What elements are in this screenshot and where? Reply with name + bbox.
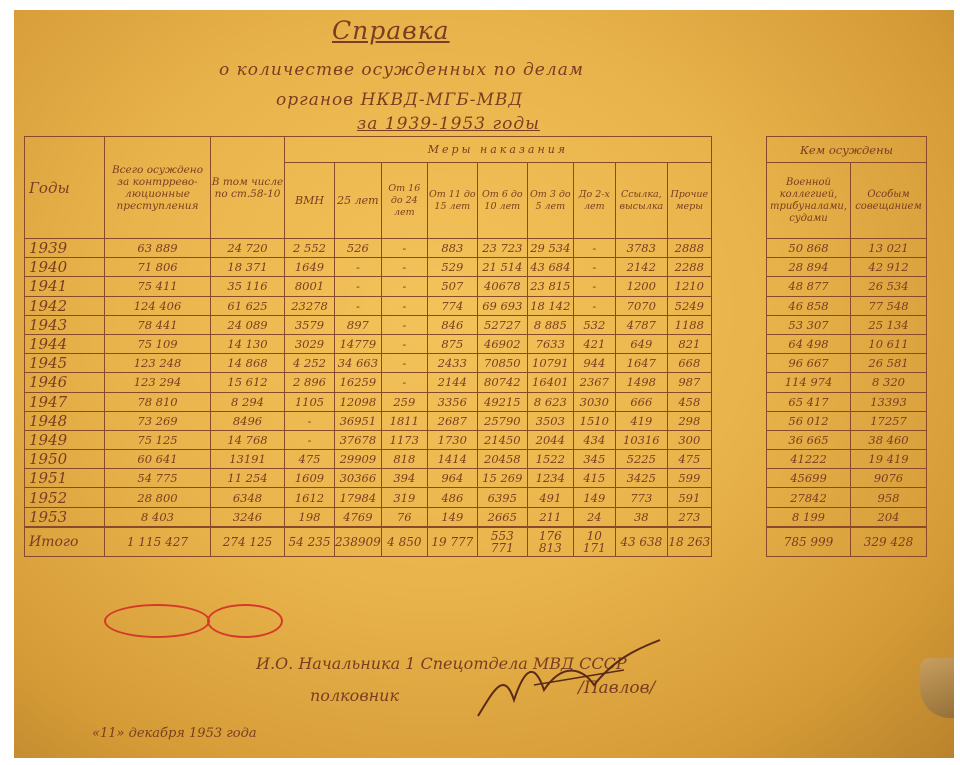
cell-other: 298 (667, 411, 711, 430)
header-measures: Меры наказания (285, 137, 712, 163)
by-whom-row (767, 258, 927, 277)
cell-upto2: 149 (573, 488, 615, 507)
document-photo (14, 10, 954, 758)
cell-upto2: 24 (573, 507, 615, 527)
cell-total: 123 294 (105, 373, 211, 392)
cell-incl: 14 868 (211, 354, 285, 373)
signature-name: /Павлов/ (578, 678, 656, 698)
cell-year: 1946 (25, 373, 105, 392)
cell-y6_10: 25790 (477, 411, 527, 430)
cell-y6_10: 46902 (477, 334, 527, 353)
cell-y25: 14779 (335, 334, 382, 353)
cell-exile: 10316 (615, 430, 667, 449)
cell-other: 2888 (667, 239, 711, 258)
cell-y6_10: 6395 (477, 488, 527, 507)
table-row (25, 507, 712, 527)
cell-upto2: - (573, 277, 615, 296)
cell-year: 1949 (25, 430, 105, 449)
cell-total: 78 441 (105, 315, 211, 334)
table-row (25, 392, 712, 411)
cell-incl: 18 371 (211, 258, 285, 277)
cell-exile: 38 (615, 507, 667, 527)
cell-exile: 3425 (615, 469, 667, 488)
cell-upto2: 345 (573, 450, 615, 469)
header-total: Всего осуждено за контррево- люционные преступления (105, 137, 211, 239)
cell-military: 56 012 (767, 411, 851, 430)
cell-incl: 13191 (211, 450, 285, 469)
cell-special: 10 611 (851, 334, 927, 353)
cell-upto2: 3030 (573, 392, 615, 411)
cell-y3_5: 23 815 (527, 277, 573, 296)
cell-upto2: 532 (573, 315, 615, 334)
cell-special: 26 534 (851, 277, 927, 296)
total-incl: 274 125 (211, 527, 285, 557)
cell-incl: 35 116 (211, 277, 285, 296)
cell-y11_15: 875 (427, 334, 477, 353)
cell-military: 45699 (767, 469, 851, 488)
header-military: Военной коллегией, трибуналами, судами (767, 163, 851, 239)
table-row (25, 258, 712, 277)
header-exile: Ссылка, высылка (615, 163, 667, 239)
cell-vmn: 2 896 (285, 373, 335, 392)
cell-exile: 3783 (615, 239, 667, 258)
cell-y16_24: 1173 (381, 430, 427, 449)
cell-y3_5: 8 885 (527, 315, 573, 334)
cell-other: 821 (667, 334, 711, 353)
document-subtitle-2: органов НКВД-МГБ-МВД (276, 90, 524, 110)
cell-y6_10: 52727 (477, 315, 527, 334)
cell-incl: 24 720 (211, 239, 285, 258)
cell-special: 204 (851, 507, 927, 527)
by-whom-row (767, 469, 927, 488)
cell-upto2: 944 (573, 354, 615, 373)
cell-military: 28 894 (767, 258, 851, 277)
cell-military: 114 974 (767, 373, 851, 392)
cell-y3_5: 7633 (527, 334, 573, 353)
cell-year: 1940 (25, 258, 105, 277)
cell-year: 1951 (25, 469, 105, 488)
cell-vmn: 1105 (285, 392, 335, 411)
header-3-5: От 3 до 5 лет (527, 163, 573, 239)
header-11-15: От 11 до 15 лет (427, 163, 477, 239)
cell-incl: 14 130 (211, 334, 285, 353)
cell-year: 1941 (25, 277, 105, 296)
cell-y3_5: 16401 (527, 373, 573, 392)
cell-y16_24: - (381, 373, 427, 392)
cell-y11_15: 964 (427, 469, 477, 488)
cell-special: 77 548 (851, 296, 927, 315)
total-other: 18 263 (667, 527, 711, 557)
cell-y11_15: 1414 (427, 450, 477, 469)
cell-military: 48 877 (767, 277, 851, 296)
cell-military: 65 417 (767, 392, 851, 411)
cell-y6_10: 2665 (477, 507, 527, 527)
total-y16_24: 4 850 (381, 527, 427, 557)
cell-y25: 34 663 (335, 354, 382, 373)
total-vmn: 54 235 (285, 527, 335, 557)
cell-y16_24: 818 (381, 450, 427, 469)
by-whom-row (767, 411, 927, 430)
cell-vmn: 475 (285, 450, 335, 469)
cell-special: 38 460 (851, 430, 927, 449)
cell-military: 53 307 (767, 315, 851, 334)
total-exile: 43 638 (615, 527, 667, 557)
cell-other: 458 (667, 392, 711, 411)
cell-y11_15: 529 (427, 258, 477, 277)
cell-special: 26 581 (851, 354, 927, 373)
cell-upto2: 2367 (573, 373, 615, 392)
cell-y6_10: 70850 (477, 354, 527, 373)
cell-military: 41222 (767, 450, 851, 469)
cell-exile: 2142 (615, 258, 667, 277)
document-title: Справка (332, 16, 450, 45)
cell-y25: 16259 (335, 373, 382, 392)
cell-y25: - (335, 258, 382, 277)
cell-y3_5: 211 (527, 507, 573, 527)
cell-military: 46 858 (767, 296, 851, 315)
cell-y25: - (335, 277, 382, 296)
cell-special: 17257 (851, 411, 927, 430)
cell-vmn: 4 252 (285, 354, 335, 373)
cell-vmn: 3579 (285, 315, 335, 334)
cell-year: 1942 (25, 296, 105, 315)
cell-y6_10: 69 693 (477, 296, 527, 315)
total-upto2: 10 171 (573, 527, 615, 557)
cell-other: 668 (667, 354, 711, 373)
header-incl: В том числе по ст.58-10 (211, 137, 285, 239)
table-row (25, 430, 712, 449)
cell-other: 591 (667, 488, 711, 507)
cell-y3_5: 1522 (527, 450, 573, 469)
cell-vmn: - (285, 430, 335, 449)
cell-y3_5: 491 (527, 488, 573, 507)
cell-total: 73 269 (105, 411, 211, 430)
cell-y3_5: 29 534 (527, 239, 573, 258)
header-years: Годы (25, 137, 105, 239)
cell-y16_24: - (381, 258, 427, 277)
cell-total: 75 109 (105, 334, 211, 353)
cell-year: 1943 (25, 315, 105, 334)
cell-special: 13393 (851, 392, 927, 411)
cell-y25: 4769 (335, 507, 382, 527)
cell-total: 63 889 (105, 239, 211, 258)
cell-incl: 24 089 (211, 315, 285, 334)
cell-total: 60 641 (105, 450, 211, 469)
cell-upto2: - (573, 239, 615, 258)
cell-y3_5: 43 684 (527, 258, 573, 277)
cell-y11_15: 507 (427, 277, 477, 296)
main-table (24, 136, 712, 557)
cell-other: 475 (667, 450, 711, 469)
cell-other: 2288 (667, 258, 711, 277)
cell-y6_10: 49215 (477, 392, 527, 411)
cell-y6_10: 21 514 (477, 258, 527, 277)
cell-special: 42 912 (851, 258, 927, 277)
cell-military: 96 667 (767, 354, 851, 373)
cell-year: 1953 (25, 507, 105, 527)
cell-total: 71 806 (105, 258, 211, 277)
cell-vmn: 8001 (285, 277, 335, 296)
cell-y16_24: - (381, 239, 427, 258)
total-special: 329 428 (851, 527, 927, 557)
handwritten-signature (474, 630, 664, 720)
cell-y11_15: 3356 (427, 392, 477, 411)
header-25: 25 лет (335, 163, 382, 239)
cell-y11_15: 149 (427, 507, 477, 527)
cell-military: 64 498 (767, 334, 851, 353)
cell-y3_5: 3503 (527, 411, 573, 430)
totals-row (25, 527, 712, 557)
cell-y6_10: 15 269 (477, 469, 527, 488)
cell-y16_24: 76 (381, 507, 427, 527)
table-row (25, 334, 712, 353)
cell-year: 1947 (25, 392, 105, 411)
cell-y25: 37678 (335, 430, 382, 449)
total-label: Итого (25, 527, 105, 557)
cell-other: 599 (667, 469, 711, 488)
cell-incl: 8496 (211, 411, 285, 430)
cell-y6_10: 20458 (477, 450, 527, 469)
table-row (25, 277, 712, 296)
cell-total: 78 810 (105, 392, 211, 411)
cell-exile: 419 (615, 411, 667, 430)
cell-y16_24: - (381, 277, 427, 296)
table-row (25, 296, 712, 315)
cell-y11_15: 1730 (427, 430, 477, 449)
cell-incl: 3246 (211, 507, 285, 527)
by-whom-row (767, 430, 927, 449)
cell-y11_15: 2687 (427, 411, 477, 430)
cell-special: 9076 (851, 469, 927, 488)
cell-y16_24: - (381, 296, 427, 315)
header-by-whom: Кем осуждены (767, 137, 927, 163)
cell-y25: 12098 (335, 392, 382, 411)
cell-y25: 17984 (335, 488, 382, 507)
table-row (25, 469, 712, 488)
cell-military: 50 868 (767, 239, 851, 258)
cell-incl: 11 254 (211, 469, 285, 488)
cell-y25: 29909 (335, 450, 382, 469)
cell-other: 1210 (667, 277, 711, 296)
cell-year: 1944 (25, 334, 105, 353)
cell-vmn: 23278 (285, 296, 335, 315)
cell-upto2: 434 (573, 430, 615, 449)
total-total: 1 115 427 (105, 527, 211, 557)
cell-y6_10: 23 723 (477, 239, 527, 258)
cell-vmn: 3029 (285, 334, 335, 353)
table-row (25, 488, 712, 507)
signature-position: И.О. Начальника 1 Спецотдела МВД СССР (256, 654, 627, 673)
cell-incl: 15 612 (211, 373, 285, 392)
header-other: Прочие меры (667, 163, 711, 239)
cell-y25: 897 (335, 315, 382, 334)
by-whom-row (767, 296, 927, 315)
cell-y11_15: 774 (427, 296, 477, 315)
cell-vmn: 1612 (285, 488, 335, 507)
main-table-body (25, 239, 712, 557)
table-row (25, 373, 712, 392)
header-16-24: От 16 до 24 лет (381, 163, 427, 239)
cell-exile: 7070 (615, 296, 667, 315)
cell-special: 25 134 (851, 315, 927, 334)
cell-y25: 30366 (335, 469, 382, 488)
by-whom-row (767, 392, 927, 411)
table-row (25, 239, 712, 258)
cell-upto2: 1510 (573, 411, 615, 430)
cell-y11_15: 883 (427, 239, 477, 258)
cell-incl: 6348 (211, 488, 285, 507)
cell-special: 958 (851, 488, 927, 507)
cell-total: 28 800 (105, 488, 211, 507)
total-y25: 238909 (335, 527, 382, 557)
cell-vmn: - (285, 411, 335, 430)
total-military: 785 999 (767, 527, 851, 557)
cell-vmn: 1649 (285, 258, 335, 277)
by-whom-row (767, 239, 927, 258)
header-6-10: От 6 до 10 лет (477, 163, 527, 239)
table-row (25, 411, 712, 430)
cell-special: 19 419 (851, 450, 927, 469)
by-whom-row (767, 315, 927, 334)
cell-other: 5249 (667, 296, 711, 315)
document-subtitle-1: о количестве осужденных по делам (219, 60, 584, 80)
total-y3_5: 176 813 (527, 527, 573, 557)
cell-military: 27842 (767, 488, 851, 507)
cell-year: 1950 (25, 450, 105, 469)
cell-total: 124 406 (105, 296, 211, 315)
table-row (25, 315, 712, 334)
cell-vmn: 1609 (285, 469, 335, 488)
cell-y3_5: 8 623 (527, 392, 573, 411)
header-upto2: До 2-х лет (573, 163, 615, 239)
cell-y11_15: 486 (427, 488, 477, 507)
corner-shadow (920, 658, 954, 718)
cell-other: 1188 (667, 315, 711, 334)
cell-y11_15: 2144 (427, 373, 477, 392)
signature-rank: полковник (310, 686, 400, 705)
cell-y6_10: 40678 (477, 277, 527, 296)
cell-y16_24: 259 (381, 392, 427, 411)
cell-vmn: 2 552 (285, 239, 335, 258)
cell-y25: 526 (335, 239, 382, 258)
header-vmn: ВМН (285, 163, 335, 239)
table-row (25, 450, 712, 469)
cell-exile: 1200 (615, 277, 667, 296)
document-subtitle-3: за 1939-1953 годы (357, 114, 540, 134)
cell-military: 36 665 (767, 430, 851, 449)
by-whom-row (767, 354, 927, 373)
cell-y6_10: 80742 (477, 373, 527, 392)
by-whom-table (766, 136, 927, 557)
by-whom-row (767, 373, 927, 392)
cell-upto2: 415 (573, 469, 615, 488)
cell-incl: 8 294 (211, 392, 285, 411)
total-circle-mark (104, 604, 210, 638)
by-whom-row (767, 277, 927, 296)
cell-year: 1939 (25, 239, 105, 258)
cell-exile: 5225 (615, 450, 667, 469)
cell-y3_5: 10791 (527, 354, 573, 373)
cell-y3_5: 18 142 (527, 296, 573, 315)
cell-other: 273 (667, 507, 711, 527)
document-date: «11» декабря 1953 года (92, 726, 257, 741)
cell-exile: 649 (615, 334, 667, 353)
cell-upto2: - (573, 258, 615, 277)
cell-year: 1948 (25, 411, 105, 430)
cell-total: 123 248 (105, 354, 211, 373)
header-special: Особым совещанием (851, 163, 927, 239)
cell-exile: 1647 (615, 354, 667, 373)
cell-y16_24: 319 (381, 488, 427, 507)
cell-total: 75 411 (105, 277, 211, 296)
table-row (25, 354, 712, 373)
cell-upto2: 421 (573, 334, 615, 353)
cell-y11_15: 846 (427, 315, 477, 334)
cell-total: 54 775 (105, 469, 211, 488)
total-y11_15: 19 777 (427, 527, 477, 557)
cell-exile: 1498 (615, 373, 667, 392)
by-whom-table-body (767, 239, 927, 557)
cell-y25: - (335, 296, 382, 315)
cell-y16_24: - (381, 315, 427, 334)
incl-circle-mark (207, 604, 283, 638)
cell-exile: 773 (615, 488, 667, 507)
cell-other: 987 (667, 373, 711, 392)
cell-total: 75 125 (105, 430, 211, 449)
cell-y6_10: 21450 (477, 430, 527, 449)
cell-y11_15: 2433 (427, 354, 477, 373)
cell-y16_24: 1811 (381, 411, 427, 430)
cell-year: 1952 (25, 488, 105, 507)
cell-exile: 4787 (615, 315, 667, 334)
by-whom-row (767, 488, 927, 507)
by-whom-row (767, 334, 927, 353)
cell-special: 8 320 (851, 373, 927, 392)
cell-year: 1945 (25, 354, 105, 373)
by-whom-totals-row (767, 527, 927, 557)
total-y6_10: 553 771 (477, 527, 527, 557)
cell-incl: 14 768 (211, 430, 285, 449)
cell-y3_5: 2044 (527, 430, 573, 449)
cell-upto2: - (573, 296, 615, 315)
cell-special: 13 021 (851, 239, 927, 258)
cell-y25: 36951 (335, 411, 382, 430)
cell-vmn: 198 (285, 507, 335, 527)
cell-total: 8 403 (105, 507, 211, 527)
by-whom-row (767, 450, 927, 469)
cell-y16_24: 394 (381, 469, 427, 488)
cell-exile: 666 (615, 392, 667, 411)
cell-incl: 61 625 (211, 296, 285, 315)
cell-other: 300 (667, 430, 711, 449)
cell-y3_5: 1234 (527, 469, 573, 488)
cell-y16_24: - (381, 354, 427, 373)
cell-y16_24: - (381, 334, 427, 353)
by-whom-row (767, 507, 927, 527)
cell-military: 8 199 (767, 507, 851, 527)
